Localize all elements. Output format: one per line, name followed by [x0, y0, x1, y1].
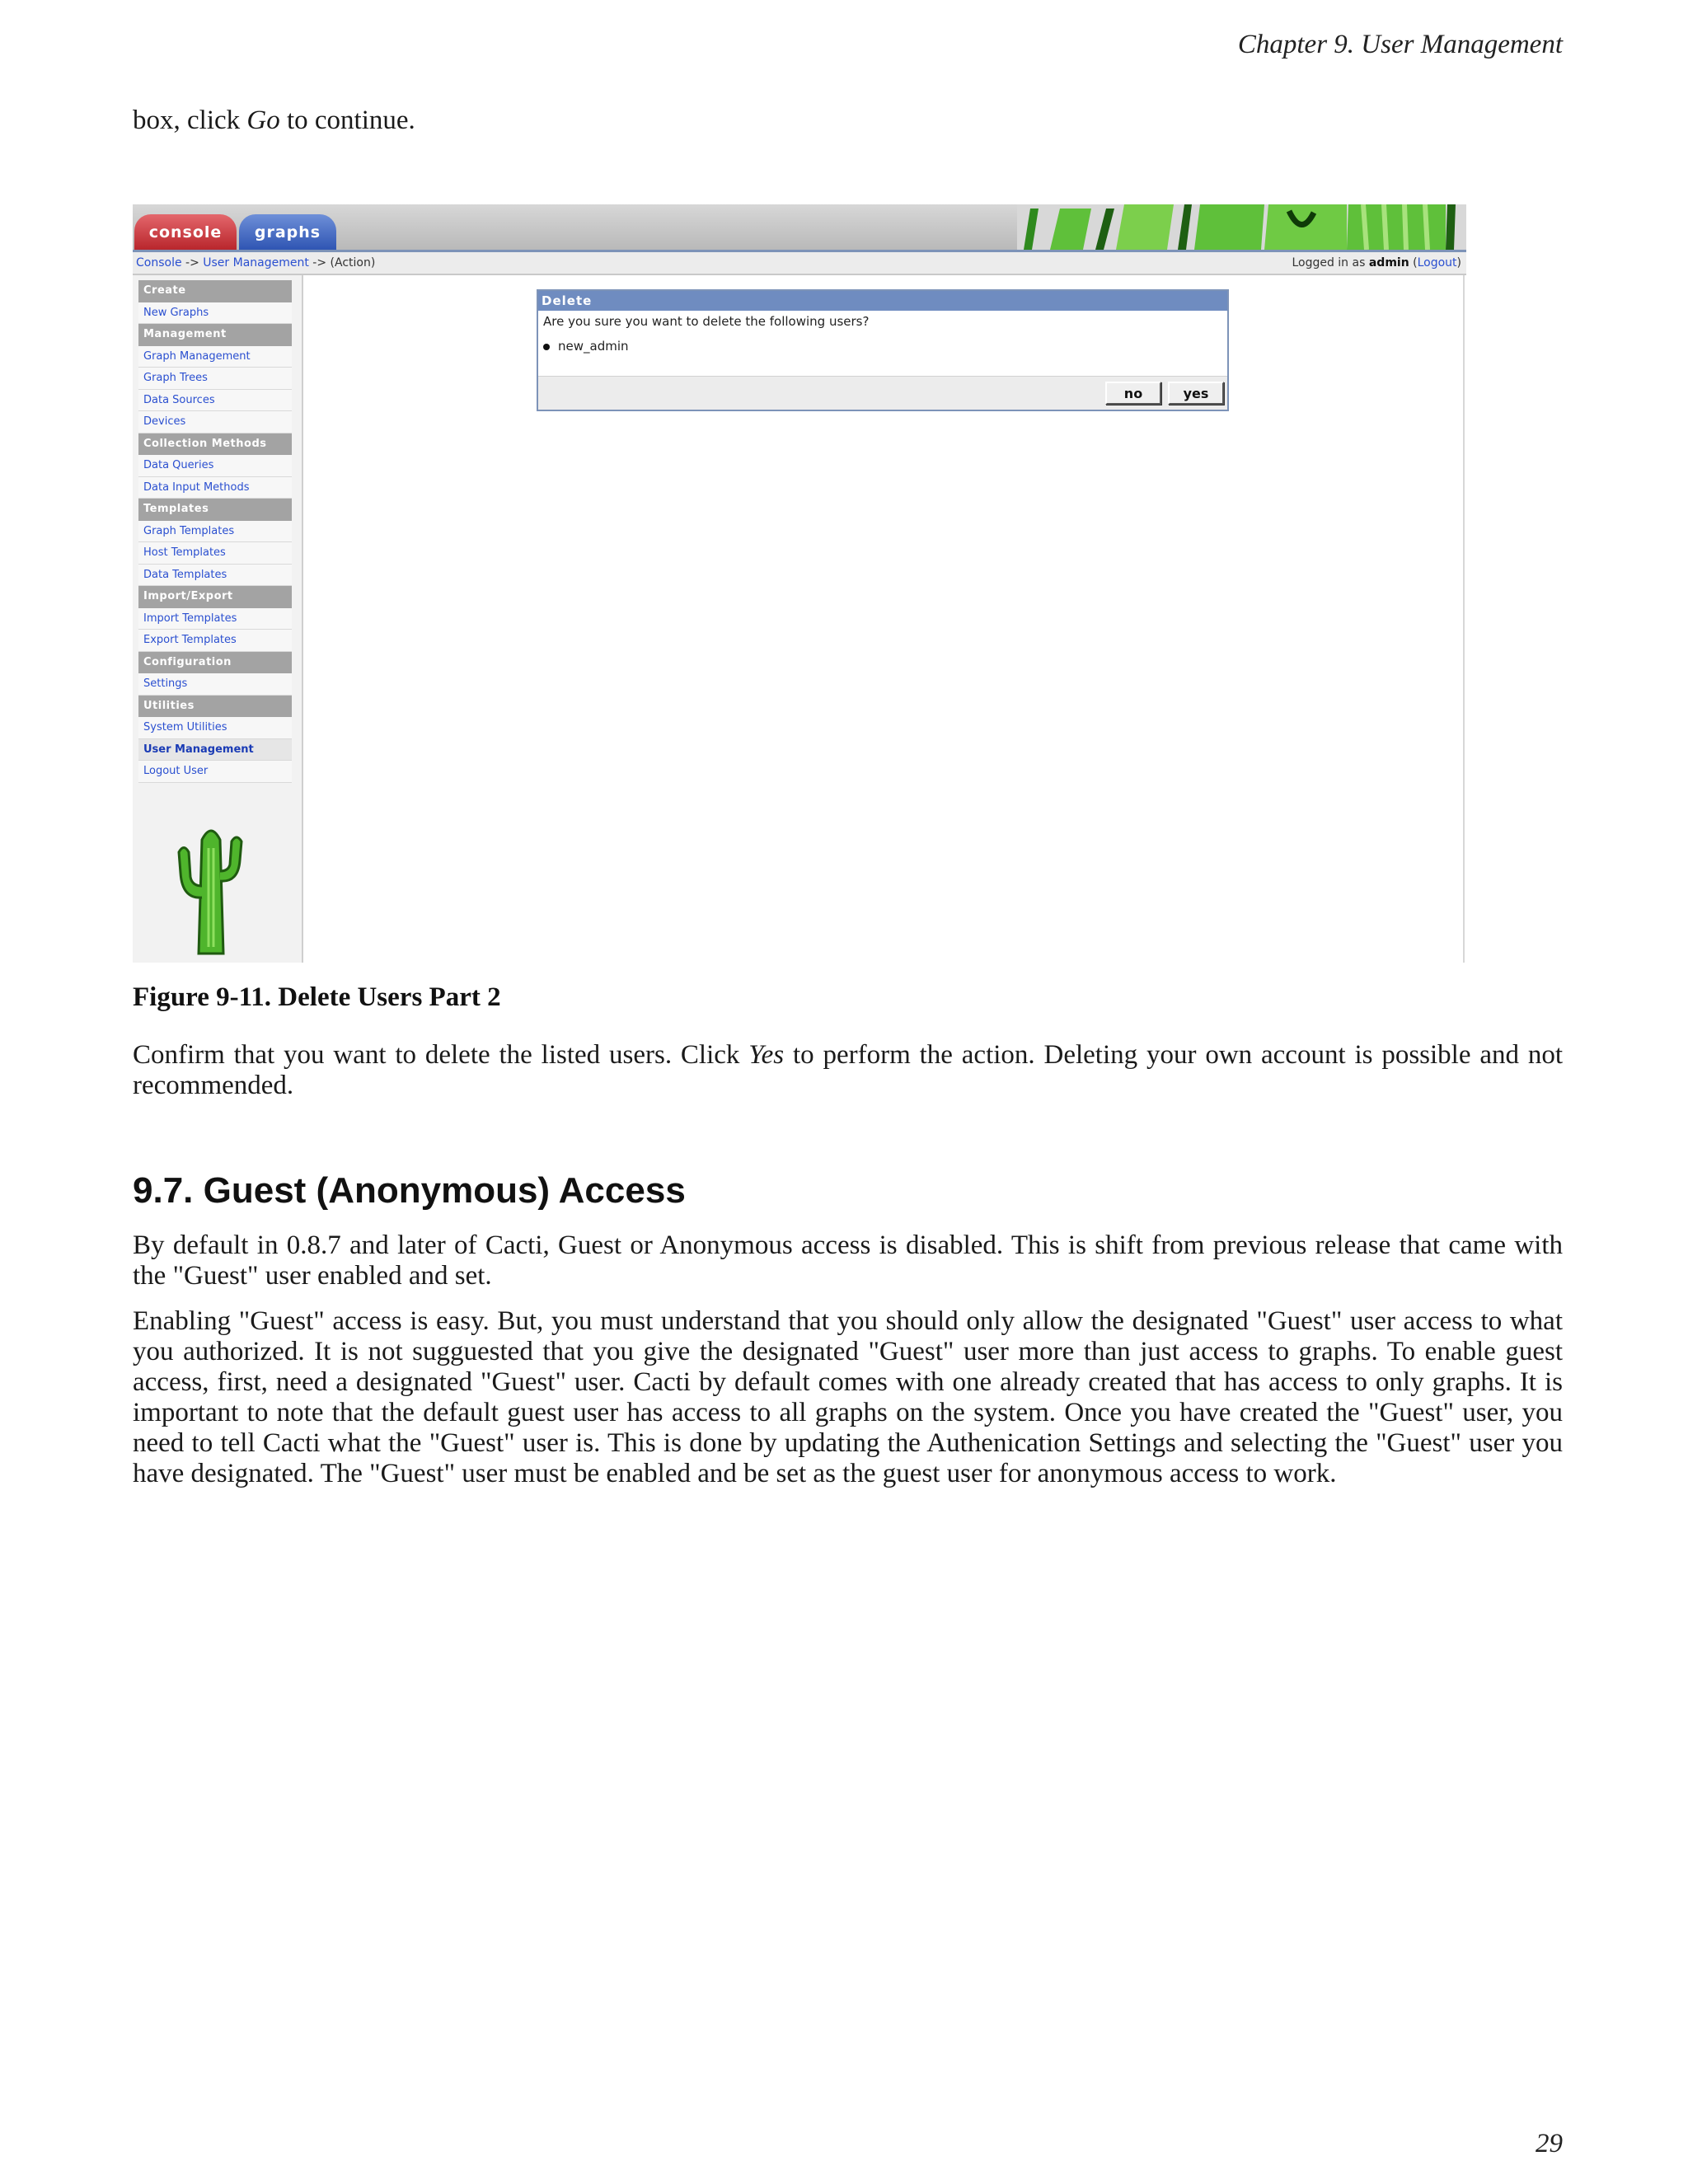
confirm-text-start: Confirm that you want to delete the listed users. Click: [133, 1040, 749, 1070]
logout-link[interactable]: Logout: [1417, 256, 1457, 269]
sidebar-heading-templates: Templates: [138, 499, 292, 521]
sidebar-menu: [138, 280, 292, 783]
breadcrumb-console-link[interactable]: Console: [136, 256, 182, 269]
sidebar: [133, 275, 303, 963]
sidebar-item-graph-trees[interactable]: Graph Trees: [138, 368, 292, 390]
cactus-banner-icon: [1017, 204, 1466, 250]
confirm-yes-emphasis: Yes: [748, 1040, 785, 1070]
top-tab-bar: [133, 204, 1466, 252]
intro-text-start: box, click: [133, 105, 247, 135]
cacti-screenshot-figure: [133, 204, 1466, 963]
breadcrumb-separator: ->: [181, 256, 204, 269]
sidebar-item-user-management[interactable]: User Management: [138, 739, 292, 762]
confirm-text-end: to perform the action. Deleting your own account is possible and not recommended.: [133, 1040, 1563, 1100]
intro-text-end: to continue.: [279, 105, 415, 135]
sidebar-heading-import-export: Import/Export: [138, 586, 292, 608]
running-header: Chapter 9. User Management: [1237, 30, 1563, 59]
figure-caption: Figure 9-11. Delete Users Part 2: [133, 982, 501, 1012]
breadcrumb: [136, 252, 375, 274]
sidebar-heading-utilities: Utilities: [138, 696, 292, 718]
sidebar-item-data-queries[interactable]: Data Queries: [138, 455, 292, 477]
user-list: [538, 339, 1227, 354]
sidebar-item-devices[interactable]: Devices: [138, 411, 292, 434]
dialog-question: Are you sure you want to delete the following users?: [543, 314, 870, 329]
sidebar-heading-configuration: Configuration: [138, 652, 292, 674]
login-status: [1292, 252, 1461, 274]
sidebar-item-data-templates[interactable]: Data Templates: [138, 565, 292, 587]
page-number: 29: [1536, 2129, 1563, 2158]
login-prefix: Logged in as: [1292, 256, 1369, 269]
breadcrumb-user-management-link[interactable]: User Management: [203, 256, 309, 269]
breadcrumb-current: (Action): [330, 256, 376, 269]
dialog-actions: [538, 376, 1227, 410]
no-button[interactable]: no: [1105, 382, 1161, 405]
bullet-icon: [543, 344, 550, 350]
sidebar-item-data-sources[interactable]: Data Sources: [138, 390, 292, 412]
content-border: [1463, 275, 1465, 963]
breadcrumb-bar: [133, 252, 1466, 275]
sidebar-heading-management: Management: [138, 324, 292, 346]
section-paragraph-1: By default in 0.8.7 and later of Cacti, Guest or Anonymous access is disabled. This is shift from previous release that came with the "Guest" user enabled and set.: [133, 1230, 1563, 1291]
login-username: admin: [1368, 256, 1409, 269]
sidebar-item-logout-user[interactable]: Logout User: [138, 761, 292, 783]
sidebar-item-system-utilities[interactable]: System Utilities: [138, 717, 292, 739]
intro-go-emphasis: Go: [246, 105, 280, 135]
confirm-paragraph: [133, 1040, 1563, 1101]
sidebar-heading-create: Create: [138, 280, 292, 302]
tab-graphs[interactable]: graphs: [239, 214, 336, 250]
list-item: [543, 339, 1227, 354]
sidebar-item-settings[interactable]: Settings: [138, 673, 292, 696]
sidebar-item-graph-templates[interactable]: Graph Templates: [138, 521, 292, 543]
section-paragraph-2: Enabling "Guest" access is easy. But, you must understand that you should only allow the designated "Guest" user access to what you authorized. It is not sugguested that you give the designated "Guest" user more than just access to graphs. To enable guest access, first, need a designated "Guest" user. Cacti by default comes with one already created that has access to only graphs. It is important to note that the default guest user has access to all graphs on the system. Once you have created the "Guest" user, you need to tell Cacti what the "Guest" user is. This is done by updating the Authenication Settings and selecting the "Guest" user you have designated. The "Guest" user must be enabled and be set as the guest user for anonymous access to work.: [133, 1306, 1563, 1488]
sidebar-heading-collection-methods: Collection Methods: [138, 434, 292, 456]
user-name: new_admin: [558, 339, 629, 354]
sidebar-item-import-templates[interactable]: Import Templates: [138, 608, 292, 630]
login-paren-close: ): [1456, 256, 1461, 269]
dialog-title: Delete: [538, 291, 1227, 311]
cactus-logo-icon: [166, 807, 256, 955]
section-heading: 9.7. Guest (Anonymous) Access: [133, 1170, 686, 1211]
breadcrumb-separator: ->: [308, 256, 331, 269]
sidebar-item-export-templates[interactable]: Export Templates: [138, 630, 292, 652]
tab-console[interactable]: console: [134, 214, 237, 250]
login-paren-open: (: [1409, 256, 1418, 269]
sidebar-item-new-graphs[interactable]: New Graphs: [138, 302, 292, 325]
sidebar-item-host-templates[interactable]: Host Templates: [138, 542, 292, 565]
delete-confirmation-dialog: [537, 289, 1229, 411]
sidebar-item-data-input-methods[interactable]: Data Input Methods: [138, 477, 292, 499]
yes-button[interactable]: yes: [1168, 382, 1224, 405]
sidebar-item-graph-management[interactable]: Graph Management: [138, 346, 292, 368]
intro-text: [133, 105, 1563, 136]
